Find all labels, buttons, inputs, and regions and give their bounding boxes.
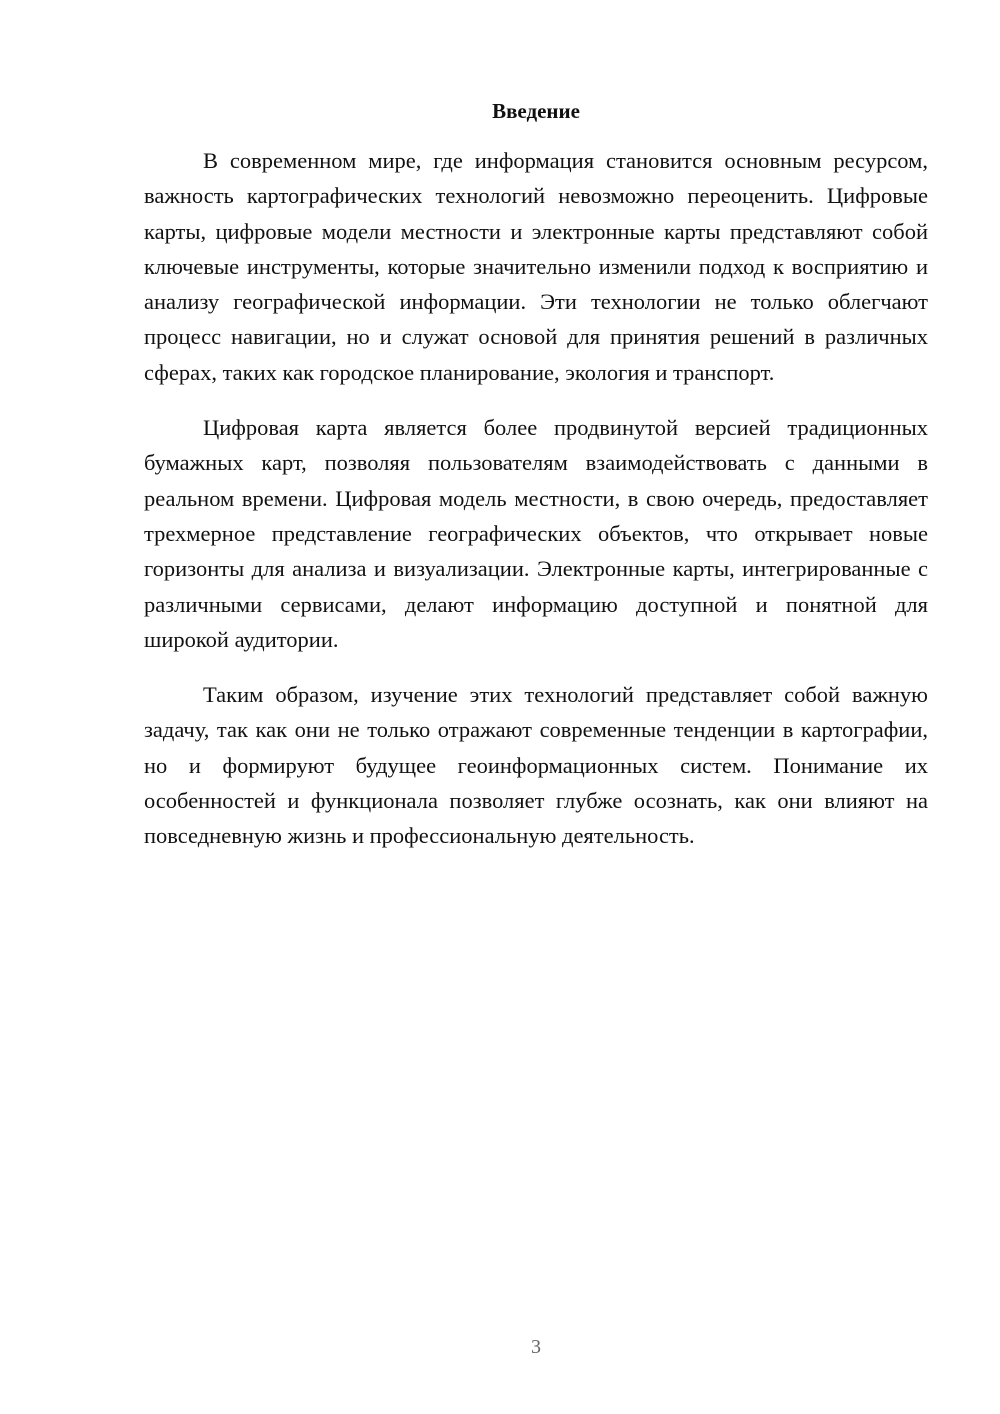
page-title: Введение [492, 99, 580, 123]
page-number: 3 [531, 1336, 541, 1358]
paragraph-3: Таким образом, изучение этих технологий представляет собой важную задачу, так как они не только отражают современные тенденции в картографии, но и формируют будущее геоинформационных систем. Понимание их особенностей и функционала позволяет глубже осознать, как они влияют на повседневную жизнь и профессиональную деятельность. [144, 682, 928, 849]
body-text [144, 143, 928, 854]
paragraph-1: В современном мире, где информация становится основным ресурсом, важность картографических технологий невозможно переоценить. Цифровые карты, цифровые модели местности и электронные карты представляют собой ключевые инструменты, которые значительно изменили подход к восприятию и анализу географической информации. Эти технологии не только облегчают процесс навигации, но и служат основой для принятия решений в различных сферах, таких как городское планирование, экология и транспорт. [144, 148, 928, 385]
paragraph-2: Цифровая карта является более продвинутой версией традиционных бумажных карт, позволяя пользователям взаимодействовать с данными в реальном времени. Цифровая модель местности, в свою очередь, предоставляет трехмерное представление географических объектов, что открывает новые горизонты для анализа и визуализации. Электронные карты, интегрированные с различными сервисами, делают информацию доступной и понятной для широкой аудитории. [144, 415, 928, 652]
